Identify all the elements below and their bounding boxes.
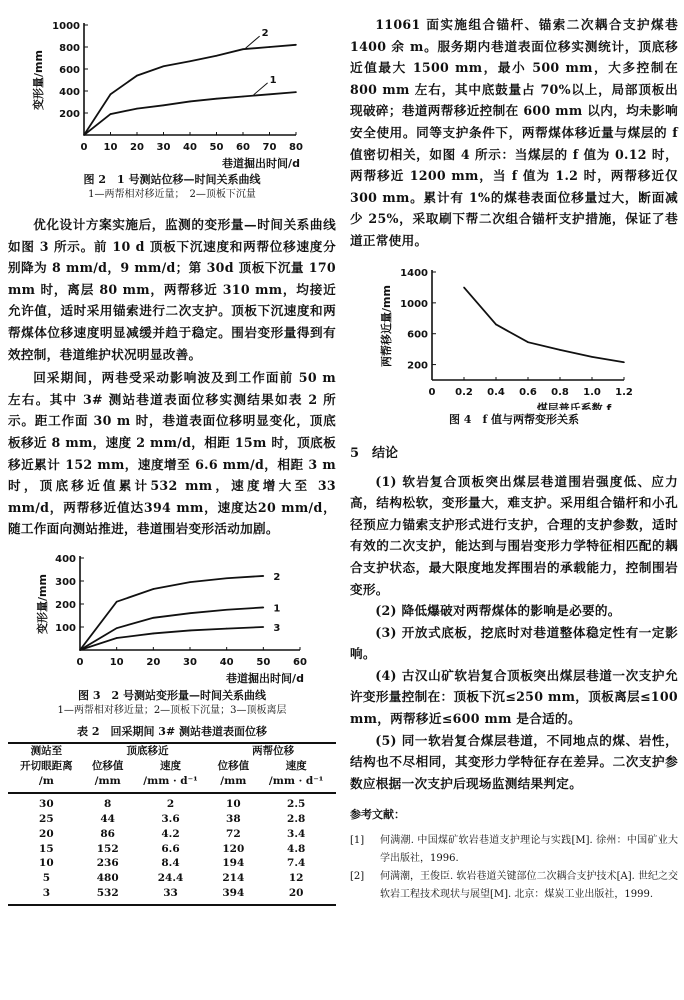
table-cell: 7.4 [287,857,306,870]
table-row [8,793,336,812]
table-cell: 20 [288,887,304,900]
x-tick-label: 1.0 [583,386,601,398]
conclusion-item: (5) 同一软岩复合煤层巷道，不同地点的煤、岩性，结构也不尽相同，其变形力学特征存在差异。二次支护参数应根据一次支护后现场监测结果判定。 [350,732,678,791]
data-point [116,601,118,603]
data-point [189,612,191,614]
data-point [269,46,271,48]
table-row [8,812,336,827]
x-tick-label: 10 [103,142,118,153]
data-point [153,633,155,635]
table-row [8,842,336,857]
figure-4 [350,260,678,410]
data-point [263,575,265,577]
series-label: 3 [273,622,281,634]
table-cell: 38 [226,813,241,826]
data-point [83,134,85,136]
x-axis-label: 煤层普氏系数 f [536,401,612,410]
y-tick-label: 200 [55,599,76,611]
data-point [216,55,218,57]
table-header: 速度 [285,759,307,772]
y-tick-label: 100 [55,622,76,634]
data-point [263,626,265,628]
figure-3-caption: 图 3 2 号测站变形量—时间关系曲线 [78,688,266,702]
series-label: 1 [269,74,277,86]
x-tick-label: 60 [293,656,307,668]
x-tick-label: 0.6 [519,386,537,398]
x-tick-label: 1.2 [615,386,633,398]
x-tick-label: 60 [236,142,250,153]
table-cell: 8 [104,798,112,811]
x-tick-label: 0.2 [455,386,473,398]
references-heading: 参考文献： [350,808,405,822]
table-row [8,856,336,871]
table-header: /mm · d⁻¹ [268,774,324,787]
figure-4-caption: 图 4 f 值与两帮变形关系 [448,412,580,426]
table-cell: 2 [166,798,175,811]
y-tick-label: 1400 [400,267,428,279]
table-header: /mm [94,774,121,787]
data-point [623,361,625,363]
conclusion-item: (1) 软岩复合顶板突出煤层巷道围岩强度低、应力高，结构松软，变形量大，难支护。采用组合锚杆和小孔径预应力锚索支护形式进行支护，合理的支护参数，适时有效的二次支护，能达到与围岩变形力学特征相匹配的耦合支护状态，最大限度地发挥围岩的承载能力，控制围岩变形。 [350,473,678,597]
data-point [189,101,191,103]
table-cell: 86 [100,827,115,840]
series-line-3 [80,627,263,650]
figure-2 [8,0,336,172]
y-axis-label: 变形量/mm [32,50,45,110]
data-point [153,617,155,619]
series-label: 2 [261,28,269,40]
data-point [136,108,138,110]
reference-item [350,832,678,868]
table-header: 开切眼距离 [20,759,73,772]
table-cell: 15 [39,842,54,855]
y-tick-label: 600 [59,65,80,76]
table-row [8,871,336,886]
table-header-group: 两帮位移 [252,744,295,757]
y-tick-label: 1000 [52,21,80,32]
table-cell: 2.8 [287,813,306,826]
data-point [163,105,165,107]
table-cell: 120 [222,842,245,855]
series-label: 2 [273,571,281,583]
table-cell: 4.2 [161,827,180,840]
conclusions [350,471,678,795]
data-point [263,607,265,609]
paragraph: 优化设计方案实施后，监测的变形量—时间关系曲线如图 3 所示。前 10 d 顶板下沉速度和两帮位移速度分别降为 8 mm/d，9 mm/d；第 30d 顶板下沉量 170 mm 时，离层 80 mm，两帮移近 310 mm，均接近允许值，适时采用锚索进行二次支护。顶板下沉速度和两帮煤体位移速度明显减缓并趋于稳定。围岩变形量得到有效控制，巷道维护状况明显改善。 [8,217,336,362]
table-cell: 44 [100,813,115,826]
paragraph: 11061 面实施组合锚杆、锚索二次耦合支护煤巷 1400 余 m。服务期内巷道表面位移实测统计，顶底移近值最大 1500 mm，最小 500 mm，大多控制在 800 mm 左右，其中底鼓量占 70%以上，局部顶板出现破碎；巷道两帮移近控制在 600 mm 以内，均未影响安全使用。同等支护条件下，两帮煤体移近量与煤层的 f 值密切相关，如图 4 所示：当煤层的 f 值为 0.12 时，两帮移近 1200 mm，当 f 值为 1.2 时，两帮移近仅 300 mm。累计有 1%的煤巷表面位移量过大，断面减少 25%，采取刷下帮二次组合锚杆支护措施，保证了巷道正常使用。 [350,17,678,248]
x-tick-label: 40 [183,142,197,153]
data-point [495,323,497,325]
table-row [8,886,336,905]
data-point [116,637,118,639]
right-column [350,0,678,904]
table-header: 位移值 [217,759,250,772]
y-axis-label: 两帮移近量/mm [380,284,393,367]
table-cell: 2.5 [287,798,306,811]
y-tick-label: 200 [407,360,428,372]
table-cell: 3.6 [161,813,180,826]
table-cell: 4.8 [287,842,306,855]
table-cell: 6.6 [161,842,180,855]
table-header: 速度 [160,759,182,772]
figure-2-legend: 1—两帮相对移近量； 2—顶板下沉量 [88,189,256,200]
y-tick-label: 400 [59,87,80,98]
reference-item [350,868,678,904]
table-cell: 480 [96,872,119,885]
table-cell: 10 [39,857,54,870]
data-point [242,48,244,50]
series-leader-line [254,83,268,95]
x-tick-label: 0 [428,386,436,398]
table-header-group: 顶底移近 [126,744,169,757]
y-axis-label: 变形量/mm [36,573,49,634]
table-2-title: 表 2 回采期间 3# 测站巷道表面位移 [76,724,267,738]
table-header: /mm · d⁻¹ [143,774,198,787]
figure-3-chart [8,546,336,688]
table-cell: 10 [226,798,241,811]
y-tick-label: 400 [55,553,76,565]
table-cell: 33 [163,887,178,900]
figure-2-chart [8,0,336,172]
x-tick-label: 0.8 [551,386,569,398]
series-label: 1 [273,603,281,615]
series-line-2 [80,576,263,650]
x-tick-label: 70 [262,142,277,153]
series-line-1 [84,92,296,135]
x-tick-label: 30 [183,656,197,668]
data-point [136,75,138,77]
data-point [226,628,228,630]
x-tick-label: 50 [209,142,224,153]
table-header: /mm [220,774,247,787]
data-point [463,286,465,288]
x-tick-label: 80 [289,142,303,153]
table-cell: 20 [39,827,54,840]
x-tick-label: 30 [156,142,171,153]
data-point [79,649,81,651]
data-point [269,94,271,96]
data-point [163,65,165,67]
x-axis-label: 巷道掘出时间/d [226,671,304,685]
table-cell: 152 [96,842,119,855]
table-cell: 30 [39,798,54,811]
y-tick-label: 1000 [400,298,428,310]
table-cell: 532 [96,887,119,900]
series-leader-line [246,36,260,48]
x-tick-label: 40 [219,656,234,668]
data-point [226,609,228,611]
section-heading: 5 结论 [350,445,399,461]
table-2 [8,742,336,906]
reference-text: 何满潮，王俊臣. 软岩巷道关键部位二次耦合支护技术[A]. 世纪之交软岩工程技术现状与展望[M]. 北京：煤炭工业出版社，1999. [380,871,678,901]
data-point [116,627,118,629]
figure-3 [8,546,336,688]
data-point [189,630,191,632]
data-point [527,341,529,343]
table-header: /m [38,774,54,787]
y-tick-label: 800 [59,43,80,54]
series-line-两帮移近量 [464,287,624,362]
table-cell: 3.4 [287,827,306,840]
conclusion-item: (4) 古汉山矿软岩复合顶板突出煤层巷道一次支护允许变形量控制在：顶板下沉≤250 mm，顶板离层≤100 mm，两帮移近≤600 mm 是合适的。 [350,667,678,727]
table-cell: 24.4 [157,872,184,885]
table-cell: 72 [226,827,241,840]
table-cell: 394 [222,887,245,900]
data-point [226,577,228,579]
data-point [153,588,155,590]
figure-2-caption: 图 2 1 号测站位移—时间关系曲线 [83,173,261,186]
figure-3-legend: 1—两帮相对移近量；2—顶板下沉量；3—顶板离层 [57,704,287,716]
x-tick-label: 20 [146,656,161,668]
data-point [559,349,561,351]
table-cell: 5 [42,872,50,885]
table-cell: 214 [222,872,245,885]
table-cell: 194 [222,857,245,870]
table-header: 测站至 [30,744,63,757]
references [350,832,678,904]
x-axis-label: 巷道掘出时间/d [222,157,300,170]
reference-number: [1] [350,835,365,847]
y-tick-label: 600 [407,329,428,341]
x-tick-label: 50 [256,656,271,668]
x-tick-label: 0 [76,656,84,668]
table-cell: 12 [288,872,304,885]
x-tick-label: 20 [130,142,144,153]
data-point [295,44,297,46]
conclusion-item: (2) 降低爆破对两帮煤体的影响是必要的。 [375,603,621,619]
data-point [242,96,244,98]
data-point [295,91,297,93]
y-tick-label: 200 [59,109,80,120]
conclusion-item: (3) 开放式底板，挖底时对巷道整体稳定性有一定影响。 [350,624,678,662]
table-cell: 236 [96,857,119,870]
data-point [110,94,112,96]
paragraph: 回采期间，两巷受采动影响波及到工作面前 50 m 左右。其中 3# 测站巷道表面位移实测结果如表 2 所示。距工作面 30 m 时，巷道表面位移明显变化，顶底板移近 8 mm，速度 2 mm/d，相距 15m 时，顶底板移近累计 152 mm，速度增至 6.6 mm/d，相距 3 m 时，顶底移近值累计532 mm，速度增大至 33 mm/d，两帮移近值达394 mm，速度达20 mm/d，随工作面向测站推进，巷道围岩变形活动加剧。 [8,370,336,537]
table-cell: 25 [39,813,54,826]
x-tick-label: 0.4 [487,386,505,398]
data-point [189,61,191,63]
x-tick-label: 0 [80,142,88,153]
reference-text: 何满潮. 中国煤矿软岩巷道支护理论与实践[M]. 徐州：中国矿业大学出版社，1996. [380,835,678,865]
table-cell: 8.4 [161,857,180,870]
table-cell: 3 [42,887,50,900]
y-tick-label: 300 [55,576,76,588]
data-point [110,113,112,115]
reference-number: [2] [350,871,365,883]
left-column [8,0,336,906]
data-point [189,581,191,583]
data-point [216,98,218,100]
x-tick-label: 10 [109,656,124,668]
series-line-2 [84,45,296,135]
table-header: 位移值 [91,759,124,772]
figure-4-chart [350,260,678,410]
data-point [591,356,593,358]
table-row [8,827,336,842]
